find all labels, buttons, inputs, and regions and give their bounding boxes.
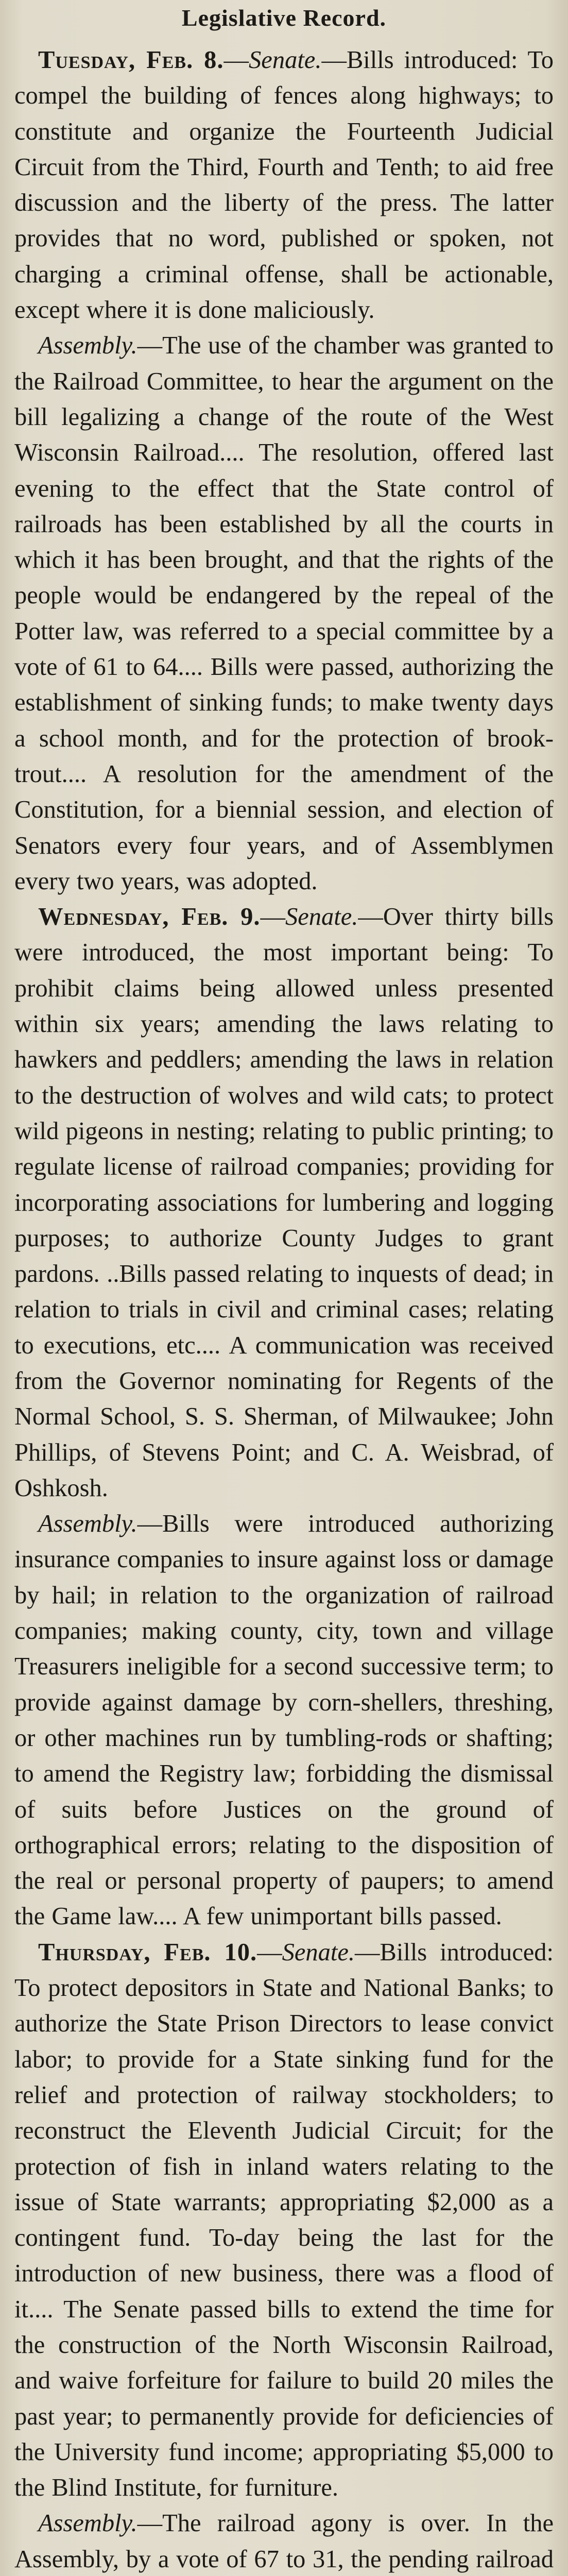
- entry-house: Senate.: [282, 1938, 355, 1966]
- entry-separator: —: [223, 46, 249, 74]
- entry-text: —The use of the chamber was granted to the Railroad Committee, to hear the argument on the bill legalizing a change of the route of the West Wisconsin Railroad.... The resolution, offered last evening to the effect that the State control of railroads has been established by all the courts in which it has been brought, and that the rights of the people would be endangered by the repeal of the Potter law, was referred to a special committee by a vote of 61 to 64.... Bills were passed, authorizing the establishment of sinking funds; to make twenty days a school month, and for the protection of brook-trout.... A resolution for the amendment of the Constitution, for a biennial session, and election of Senators every four years, and of Assemblymen every two years, was adopted.: [14, 332, 554, 895]
- entry-text: —Bills were introduced authorizing insurance companies to insure against loss or damage by hail; in relation to the organization of railroad companies; making county, city, town and village Treasurers ineligible for a second successive term; to provide against damage by corn-shellers, threshing, or other machines run by tumbling-rods or shafting; to amend the Registry law; forbidding the dismissal of suits before Justices on the ground of orthographical errors; relating to the disposition of the real or personal property of paupers; to amend the Game law.... A few unimportant bills passed.: [14, 1510, 554, 1930]
- entry-separator: —: [260, 903, 286, 931]
- entry-tuesday-senate: [14, 42, 554, 328]
- entry-wednesday-assembly: [14, 1506, 554, 1935]
- entry-house: Assembly.: [38, 1510, 137, 1538]
- entry-day: Wednesday, Feb. 9.: [38, 903, 261, 931]
- entry-day: Thursday, Feb. 10.: [38, 1938, 257, 1966]
- entry-tuesday-assembly: [14, 328, 554, 899]
- entry-thursday-assembly: [14, 2505, 554, 2576]
- entry-text: —Bills introduced: To compel the building of fences along highways; to constitute and organize the Fourteenth Judicial Circuit from the Third, Fourth and Tenth; to aid free discussion and the liberty of the press. The latter provides that no word, published or spoken, not charging a criminal offense, shall be actionable, except where it is done maliciously.: [14, 46, 554, 324]
- entry-text: —Bills introduced: To protect depositors in State and National Banks; to authorize the State Prison Directors to lease convict labor; to provide for a State sinking fund for the relief and protection of railway stockholders; to reconstruct the Eleventh Judicial Circuit; for the protection of fish in inland waters relating to the issue of State warrants; appropriating $2,000 as a contingent fund. To-day being the last for the introduction of new business, there was a flood of it.... The Senate passed bills to extend the time for the construction of the North Wisconsin Railroad, and waive forfeiture for failure to build 20 miles the past year; to permanently provide for deficiencies of the University fund income; appropriating $5,000 to the Blind Institute, for furniture.: [14, 1938, 554, 2502]
- headline: Legislative Record.: [181, 5, 387, 31]
- entry-separator: —: [257, 1938, 282, 1966]
- entry-wednesday-senate: [14, 899, 554, 1506]
- entry-text: —Over thirty bills were introduced, the most important being: To prohibit claims being allowed unless presented within six years; amending the laws relating to hawkers and peddlers; amending the laws in relation to the destruction of wolves and wild cats; to protect wild pigeons in nesting; relating to public printing; to regulate license of railroad companies; providing for incorporating associations for lumbering and logging purposes; to authorize County Judges to grant pardons. ..Bills passed relating to inquests of dead; in relation to trials in civil and criminal cases; relating to executions, etc.... A communication was received from the Governor nominating for Regents of the Normal School, S. S. Sherman, of Milwaukee; John Phillips, of Stevens Point; and C. A. Weisbrad, of Oshkosh.: [14, 903, 554, 1502]
- entry-thursday-senate: [14, 1935, 554, 2506]
- entry-house: Assembly.: [38, 2510, 137, 2537]
- entry-house: Assembly.: [38, 332, 137, 360]
- entry-day: Tuesday, Feb. 8.: [38, 46, 224, 74]
- entry-house: Senate.: [285, 903, 358, 931]
- entry-text: —The railroad agony is over. In the Assembly, by a vote of 67 to 31, the pending railroad: [14, 2510, 554, 2573]
- entry-house: Senate.: [249, 46, 322, 74]
